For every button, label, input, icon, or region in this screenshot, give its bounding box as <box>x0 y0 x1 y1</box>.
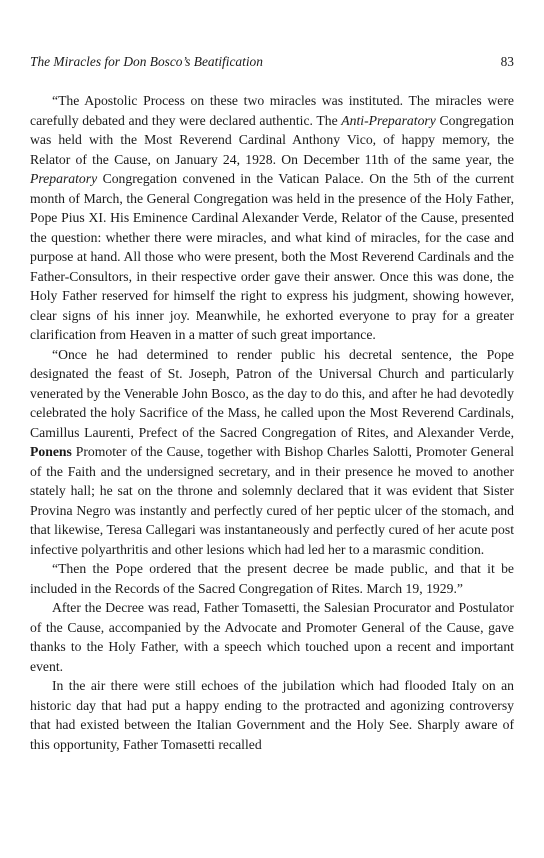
text-segment: “Once he had determined to render public his decretal sentence, the Pope designated the feast of St. Joseph, Patron of the Universal Church and particularly venerated by the Venerable John Bosco, as the day to do this, and after he had devotedly celebrated the holy Sacrifice of the Mass, he called upon the Most Reverend Cardinals, Camillus Laurenti, Prefect of the Sacred Congregation of Rites, and Alexander Verde, <box>30 346 514 440</box>
text-segment: “The Apostolic Process on these two miracles was instituted. The miracles were carefully debated and they were declared authentic. The <box>30 93 514 128</box>
text-segment: Congregation convened in the Vatican Palace. On the 5th of the current month of March, the General Congregation was held in the presence of the Holy Father, Pope Pius XI. His Eminence Cardinal Alexander Verde, Relator of the Cause, presented the question: whether there were miracles, and what kind of miracles, for the case and purpose at hand. All those who were present, both the Most Reverend Cardinals and the Father-Consultors, in their respective order gave their answer. Once this was done, the Holy Father reserved for himself the right to express his judgment, showing however, clear signs of his inner joy. Meanwhile, he exhorted everyone to pray for a greater clarification from Heaven in a matter of such great importance. <box>30 171 514 342</box>
running-head <box>30 52 524 72</box>
italic-term: Anti-Preparatory <box>341 112 436 128</box>
paragraph-decree-publication <box>30 559 514 598</box>
body-text <box>30 91 514 754</box>
paragraph-decretal-sentence <box>30 345 514 560</box>
bold-term: Ponens <box>30 444 72 459</box>
paragraph-decree-process <box>30 91 514 345</box>
text-segment: Congregation was held with the Most Reverend Cardinal Anthony Vico, of happy memory, the Relator of the Cause, on January 24, 1928. On December 11th of the same year, the <box>30 112 514 167</box>
text-segment: In the air there were still echoes of the jubilation which had flooded Italy on an historic day that had put a happy ending to the protracted and agonizing controversy that had existed between the Italian Government and the Holy See. Sharply aware of this opportunity, Father Tomasetti recalled <box>30 678 514 752</box>
italic-term: Preparatory <box>30 171 98 186</box>
text-segment: After the Decree was read, Father Tomasetti, the Salesian Procurator and Postulator of the Cause, accompanied by the Advocate and Promoter General of the Cause, gave thanks to the Holy Father, with a speech which touched upon a recent and important event. <box>30 600 514 674</box>
paragraph-postulator-thanks <box>30 598 514 676</box>
page-number: 83 <box>500 54 514 69</box>
running-title: The Miracles for Don Bosco’s Beatification <box>30 54 263 69</box>
paragraph-jubilation <box>30 676 514 754</box>
text-segment: “Then the Pope ordered that the present decree be made public, and that it be included in the Records of the Sacred Congregation of Rites. March 19, 1929.” <box>30 561 514 596</box>
text-segment: Promoter of the Cause, together with Bishop Charles Salotti, Promoter General of the Faith and the undersigned secretary, and in their presence he moved to another stately hall; he sat on the throne and solemnly declared that it was evident that Sister Provina Negro was instantly and perfectly cured of her peptic ulcer of the stomach, and that likewise, Teresa Callegari was instantaneously and perfectly cured of her acute post infective polyarthritis and other lesions which had led her to a marasmic condition. <box>30 444 514 557</box>
